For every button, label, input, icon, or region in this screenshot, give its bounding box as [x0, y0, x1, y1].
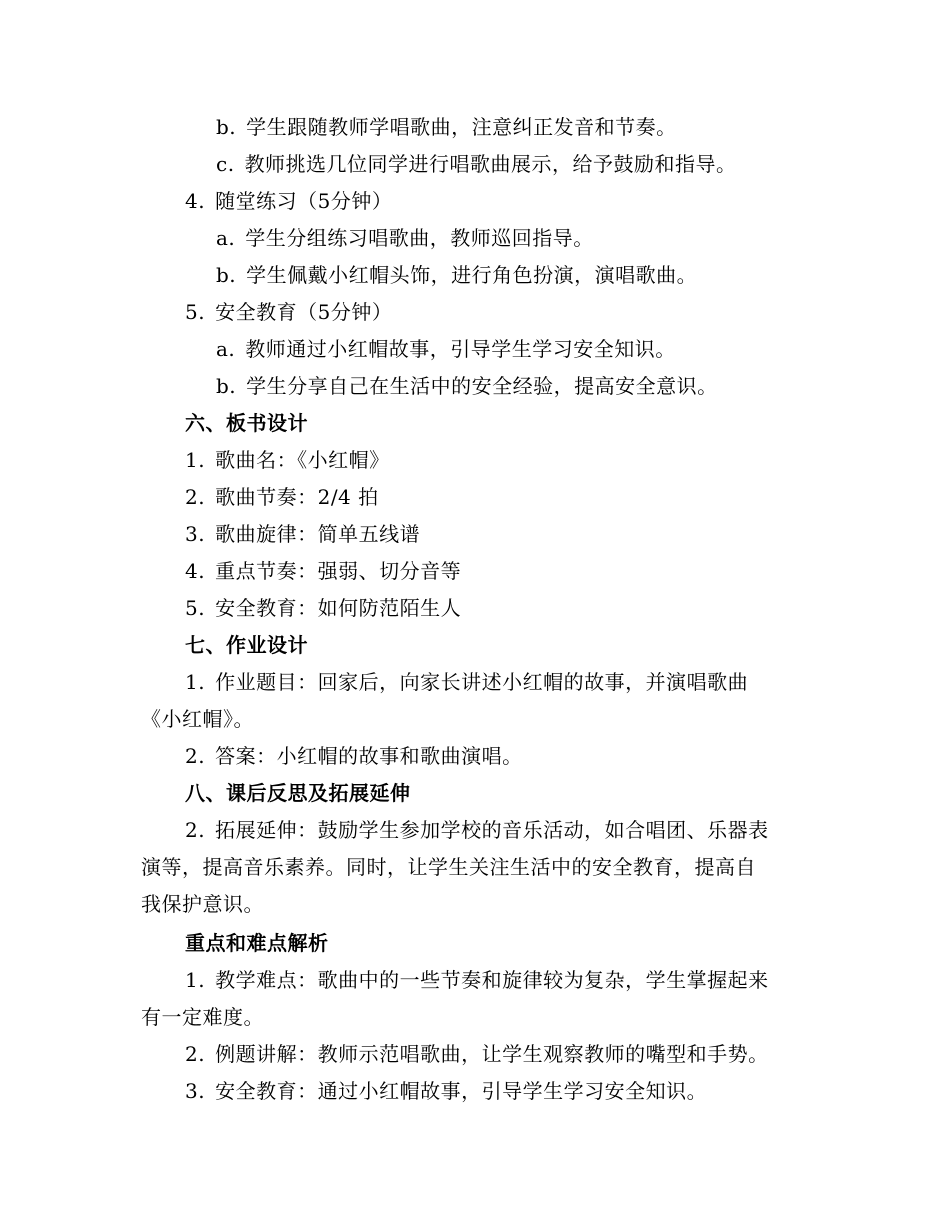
section-heading-7: 七、作业设计 [185, 633, 308, 657]
sub-item-b [216, 113, 677, 141]
list-marker: a. [216, 337, 236, 361]
item-text: 歌曲旋律：简单五线谱 [215, 522, 421, 546]
list-item [185, 446, 390, 474]
list-marker: b. [216, 115, 237, 139]
section-heading-6: 六、板书设计 [185, 411, 308, 435]
sub-item-a [216, 335, 676, 363]
sub-item-c [216, 150, 737, 178]
list-marker: 1. [185, 968, 206, 992]
item-text: 教师通过小红帽故事，引导学生学习安全知识。 [245, 337, 676, 361]
list-item [185, 594, 461, 622]
item-text: 作业题目：回家后，向家长讲述小红帽的故事，并演唱歌曲 [215, 670, 749, 694]
item-text: 学生佩戴小红帽头饰，进行角色扮演，演唱歌曲。 [246, 263, 698, 287]
list-item [185, 966, 769, 994]
item-text: 安全教育（5分钟） [215, 300, 393, 324]
list-marker: 2. [185, 1042, 206, 1066]
list-marker: c. [216, 152, 235, 176]
section-heading-8: 八、课后反思及拓展延伸 [185, 781, 411, 805]
item-text: 教师挑选几位同学进行唱歌曲展示，给予鼓励和指导。 [244, 152, 737, 176]
sub-item-b [216, 372, 718, 400]
list-marker: 1. [185, 448, 206, 472]
list-item-continuation: 演等，提高音乐素养。同时，让学生关注生活中的安全教育，提高自 [141, 855, 756, 879]
list-marker: 2. [185, 818, 206, 842]
item-text: 例题讲解：教师示范唱歌曲，让学生观察教师的嘴型和手势。 [215, 1042, 769, 1066]
list-item-5 [185, 298, 392, 326]
item-text: 安全教育：如何防范陌生人 [215, 596, 462, 620]
item-text: 随堂练习（5分钟） [215, 189, 393, 213]
list-marker: 1. [185, 670, 206, 694]
list-item [185, 520, 420, 548]
list-marker: 2. [185, 485, 206, 509]
sub-item-b [216, 261, 697, 289]
list-item-continuation: 《小红帽》。 [141, 707, 254, 731]
list-item-continuation: 有一定难度。 [141, 1005, 264, 1029]
item-text: 学生跟随教师学唱歌曲，注意纠正发音和节奏。 [246, 115, 677, 139]
section-heading-key-points: 重点和难点解析 [185, 931, 329, 955]
item-text: 歌曲名：《小红帽》 [215, 448, 390, 472]
item-text: 学生分组练习唱歌曲，教师巡回指导。 [245, 226, 594, 250]
list-item [185, 1077, 707, 1105]
sub-item-a [216, 224, 594, 252]
list-marker: 4. [185, 559, 206, 583]
item-text: 歌曲节奏：2/4 拍 [215, 485, 379, 509]
item-text: 重点节奏：强弱、切分音等 [215, 559, 462, 583]
list-marker: 5. [185, 596, 206, 620]
item-text: 拓展延伸：鼓励学生参加学校的音乐活动，如合唱团、乐器表 [215, 818, 769, 842]
list-item [185, 742, 523, 770]
list-item [185, 1040, 769, 1068]
list-item-continuation: 我保护意识。 [141, 892, 264, 916]
list-item-4 [185, 187, 392, 215]
list-item [185, 816, 769, 844]
list-marker: 2. [185, 744, 206, 768]
item-text: 答案：小红帽的故事和歌曲演唱。 [215, 744, 523, 768]
list-item [185, 483, 379, 511]
list-marker: 3. [185, 522, 206, 546]
item-text: 学生分享自己在生活中的安全经验，提高安全意识。 [246, 374, 718, 398]
item-text: 安全教育：通过小红帽故事，引导学生学习安全知识。 [215, 1079, 708, 1103]
list-marker: 3. [185, 1079, 206, 1103]
item-text: 教学难点：歌曲中的一些节奏和旋律较为复杂，学生掌握起来 [215, 968, 769, 992]
list-marker: b. [216, 263, 237, 287]
list-marker: b. [216, 374, 237, 398]
list-marker: a. [216, 226, 236, 250]
list-marker: 5. [185, 300, 206, 324]
list-item [185, 668, 748, 696]
list-item [185, 557, 461, 585]
list-marker: 4. [185, 189, 206, 213]
